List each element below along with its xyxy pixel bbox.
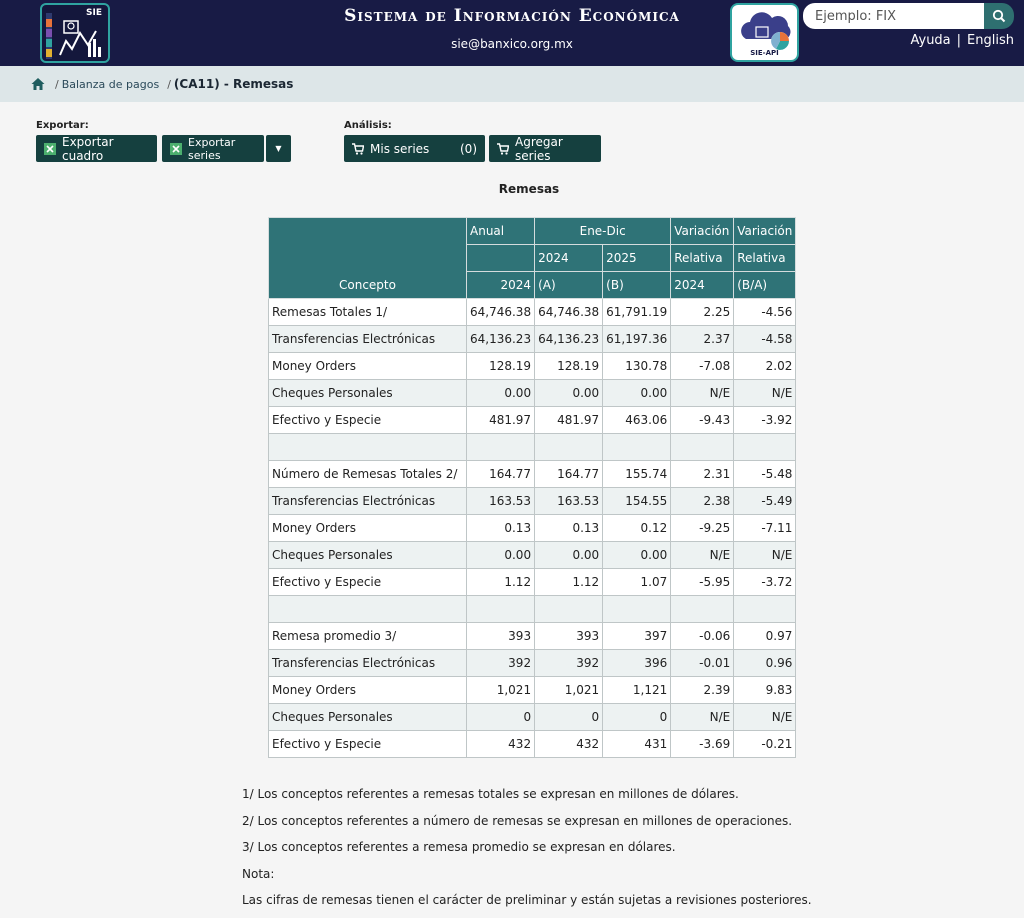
row-value [734,596,796,623]
row-value: 163.53 [467,488,535,515]
row-value: 2.39 [671,677,734,704]
row-value: -4.58 [734,326,796,353]
row-value: -9.25 [671,515,734,542]
link-separator: | [956,33,962,48]
excel-icon [170,143,182,155]
site-header [0,0,1024,66]
row-value: 128.19 [535,353,603,380]
header-relativa-1: Relativa [671,245,734,272]
header-relativa-2: Relativa [734,245,796,272]
header-year-2024: 2024 [535,245,603,272]
row-value: 0.00 [467,542,535,569]
export-table-button[interactable] [36,135,157,162]
row-value: N/E [734,704,796,731]
row-value: 2.25 [671,299,734,326]
row-value [535,596,603,623]
row-value [535,434,603,461]
header-var-year: 2024 [671,272,734,299]
row-concept: Número de Remesas Totales 2/ [269,461,467,488]
row-value [671,434,734,461]
row-value [603,434,671,461]
row-value: -5.49 [734,488,796,515]
row-value: 2.02 [734,353,796,380]
row-value: -0.01 [671,650,734,677]
row-value: -3.72 [734,569,796,596]
header-variacion-1: Variación [671,218,734,245]
table-row [269,677,796,704]
row-value: -7.08 [671,353,734,380]
row-value: N/E [734,542,796,569]
table-row [269,731,796,758]
row-value: 0 [535,704,603,731]
row-concept: Remesas Totales 1/ [269,299,467,326]
note-3: 3/ Los conceptos referentes a remesa promedio se expresan en dólares. [242,840,676,854]
row-value: 0 [467,704,535,731]
search-icon [992,9,1006,23]
export-table-label: Exportar cuadro [62,134,114,163]
row-value: 0.00 [467,380,535,407]
table-row [269,434,796,461]
header-var-ba: (B/A) [734,272,796,299]
row-value: 1.07 [603,569,671,596]
analysis-label: Análisis: [344,120,392,131]
site-title: Sistema de Información Económica [344,6,680,26]
row-value: N/E [671,542,734,569]
my-series-label: Mis series [370,141,430,156]
row-value: 155.74 [603,461,671,488]
row-value: 64,136.23 [467,326,535,353]
note-4: Las cifras de remesas tienen el carácter de preliminar y están sujetas a revisiones posteriores. [242,893,812,907]
row-value: 0.13 [467,515,535,542]
add-series-button[interactable] [489,135,601,162]
row-value: 164.77 [467,461,535,488]
contact-email[interactable]: sie@banxico.org.mx [451,37,573,51]
row-value: 432 [535,731,603,758]
table-row [269,299,796,326]
row-value: 431 [603,731,671,758]
row-value: 154.55 [603,488,671,515]
header-variacion-2: Variación [734,218,796,245]
header-anual-year: 2024 [467,272,535,299]
excel-icon [44,143,56,155]
my-series-count: (0) [460,141,477,156]
row-value [671,596,734,623]
row-value: 393 [467,623,535,650]
row-concept: Efectivo y Especie [269,569,467,596]
breadcrumb: / Balanza de pagos / (CA11) - Remesas [0,66,1024,102]
header-anual-blank [467,245,535,272]
row-value: 0.97 [734,623,796,650]
row-concept: Transferencias Electrónicas [269,488,467,515]
row-concept: Cheques Personales [269,380,467,407]
row-value: N/E [671,380,734,407]
table-body [269,299,796,758]
row-value: 397 [603,623,671,650]
row-concept: Cheques Personales [269,704,467,731]
export-series-button[interactable] [162,135,264,162]
table-row [269,461,796,488]
row-concept: Cheques Personales [269,542,467,569]
row-concept [269,596,467,623]
table-row [269,650,796,677]
home-icon[interactable] [30,76,46,92]
row-concept: Transferencias Electrónicas [269,650,467,677]
row-value: 61,197.36 [603,326,671,353]
cart-icon [352,143,364,155]
row-concept: Money Orders [269,515,467,542]
row-value: 9.83 [734,677,796,704]
row-value: -5.48 [734,461,796,488]
header-anual: Anual [467,218,535,245]
row-value [603,596,671,623]
table-row [269,569,796,596]
row-value: 2.31 [671,461,734,488]
row-value: 0.00 [603,380,671,407]
row-value: 1.12 [467,569,535,596]
row-concept: Efectivo y Especie [269,407,467,434]
row-value: 0 [603,704,671,731]
table-row [269,596,796,623]
row-value: 2.38 [671,488,734,515]
row-concept: Remesa promedio 3/ [269,623,467,650]
row-value: 64,746.38 [535,299,603,326]
row-concept [269,434,467,461]
table-row [269,380,796,407]
row-value: 61,791.19 [603,299,671,326]
row-concept: Transferencias Electrónicas [269,326,467,353]
row-value: 0.13 [535,515,603,542]
row-value: 163.53 [535,488,603,515]
header-ene-dic: Ene-Dic [535,218,671,245]
row-value: -9.43 [671,407,734,434]
add-series-label: Agregar series [515,134,563,163]
row-value: 2.37 [671,326,734,353]
row-value: -7.11 [734,515,796,542]
row-value: -3.69 [671,731,734,758]
row-value [734,434,796,461]
row-value: 432 [467,731,535,758]
row-value: 0.00 [535,380,603,407]
notes [242,784,812,917]
export-series-label: Exportar series [188,135,236,162]
row-value: 1,021 [467,677,535,704]
row-value: 164.77 [535,461,603,488]
breadcrumb-balanza-de-pagos[interactable]: Balanza de pagos [61,77,160,91]
row-value: 1.12 [535,569,603,596]
row-value: 1,021 [535,677,603,704]
row-value: 392 [535,650,603,677]
row-value: -0.06 [671,623,734,650]
note-label: Nota: [242,866,275,881]
row-value: -3.92 [734,407,796,434]
row-value: 0.12 [603,515,671,542]
english-link[interactable]: English [967,33,1014,48]
sie-api-logo[interactable] [730,3,799,62]
row-value: -5.95 [671,569,734,596]
header-col-b: (B) [603,272,671,299]
row-value: 64,746.38 [467,299,535,326]
export-label: Exportar: [36,120,89,131]
breadcrumb-current: (CA11) - Remesas [173,77,294,91]
row-value: 393 [535,623,603,650]
row-value [467,596,535,623]
row-value: 64,136.23 [535,326,603,353]
export-series-dropdown[interactable] [266,135,291,162]
row-concept: Efectivo y Especie [269,731,467,758]
table-title: Remesas [498,182,560,196]
table-row [269,515,796,542]
row-value: 130.78 [603,353,671,380]
row-value: 392 [467,650,535,677]
row-value: 463.06 [603,407,671,434]
row-value: N/E [734,380,796,407]
search-input[interactable] [803,3,984,29]
header-year-2025: 2025 [603,245,671,272]
row-value: N/E [671,704,734,731]
table-row [269,623,796,650]
top-links [910,33,1014,48]
row-value: 1,121 [603,677,671,704]
my-series-button[interactable] [344,135,485,162]
table-row [269,488,796,515]
row-value: 481.97 [535,407,603,434]
row-concept: Money Orders [269,677,467,704]
help-link[interactable]: Ayuda [910,33,951,48]
table-row [269,326,796,353]
table-row [269,407,796,434]
row-value [467,434,535,461]
table-row [269,704,796,731]
cart-icon [497,143,509,155]
table-row [269,353,796,380]
row-value: 0.00 [535,542,603,569]
row-value: 396 [603,650,671,677]
row-value: 0.00 [603,542,671,569]
row-concept: Money Orders [269,353,467,380]
row-value: 128.19 [467,353,535,380]
sie-api-label: SIE-API [750,49,779,57]
row-value: -4.56 [734,299,796,326]
note-1: 1/ Los conceptos referentes a remesas totales se expresan en millones de dólares. [242,787,739,801]
caret-down-icon: ▼ [275,144,282,153]
remesas-table [268,217,796,758]
search-button[interactable] [984,3,1014,29]
note-2: 2/ Los conceptos referentes a número de remesas se expresan en millones de operaciones. [242,813,793,828]
header-col-a: (A) [535,272,603,299]
header-concepto: Concepto [269,218,467,299]
row-value: 0.96 [734,650,796,677]
row-value: -0.21 [734,731,796,758]
row-value: 481.97 [467,407,535,434]
table-row [269,542,796,569]
sie-logo-text: SIE [86,8,102,18]
